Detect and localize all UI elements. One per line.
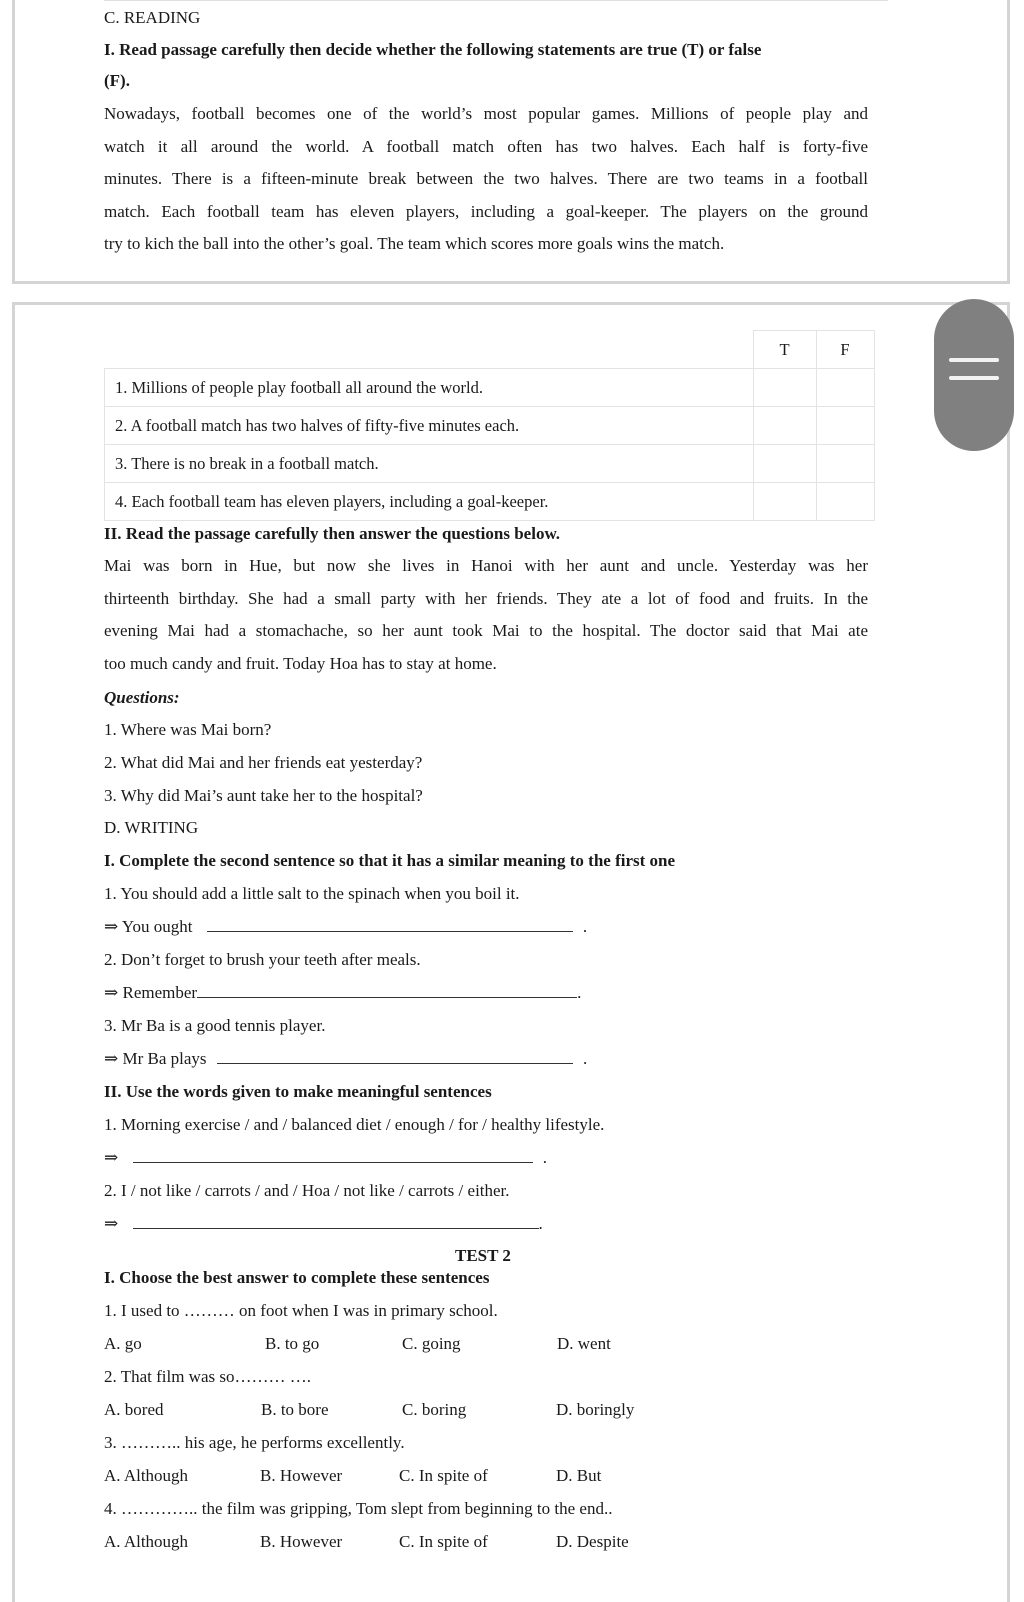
answer-cell-true[interactable] (753, 445, 816, 483)
rewrite-prompt: ⇒ (104, 1148, 119, 1167)
passage-line: watch it all around the world. A football match often has two halves. Each half is forty-five (104, 136, 868, 156)
answer-blank[interactable] (207, 917, 573, 932)
answer-cell-true[interactable] (753, 407, 816, 445)
top-divider (104, 0, 888, 1)
rewrite-line (104, 1049, 587, 1069)
mc-option[interactable]: B. However (260, 1466, 343, 1485)
question-item: 2. What did Mai and her friends eat yesterday? (104, 753, 423, 772)
table-header-blank (105, 331, 754, 369)
mc-question-stem: 2. That film was so……… …. (104, 1367, 311, 1386)
mc-option[interactable]: C. boring (402, 1400, 467, 1419)
rewrite-prompt: ⇒ Remember (104, 983, 198, 1002)
passage-line: Nowadays, football becomes one of the world’s most popular games. Millions of people play and (104, 104, 868, 123)
answer-blank[interactable] (133, 1148, 533, 1163)
sentence-end: . (538, 1214, 543, 1233)
passage-line: minutes. There is a fifteen-minute break between the two halves. There are two teams in a football (104, 169, 868, 188)
rewrite-line (104, 1214, 543, 1234)
column-header-true: T (753, 331, 816, 369)
answer-cell-false[interactable] (816, 369, 874, 407)
rewrite-prompt: ⇒ (104, 1214, 119, 1233)
mc-option[interactable]: B. to bore (261, 1400, 329, 1419)
mc-option[interactable]: C. In spite of (399, 1532, 488, 1551)
mc-option[interactable]: A. go (104, 1334, 142, 1353)
sentence-end: . (583, 1049, 588, 1068)
sentence-end: . (582, 917, 588, 936)
answer-cell-true[interactable] (753, 369, 816, 407)
word-cue: 2. I / not like / carrots / and / Hoa / not like / carrots / either. (104, 1181, 510, 1200)
passage-line: try to kich the ball into the other’s goal. The team which scores more goals wins the match. (104, 234, 725, 253)
passage-line: Mai was born in Hue, but now she lives in Hanoi with her aunt and uncle. Yesterday was her (104, 556, 868, 575)
answer-cell-false[interactable] (816, 483, 874, 521)
mc-question-stem: 3. ……….. his age, he performs excellently. (104, 1433, 405, 1452)
answer-blank[interactable] (197, 983, 577, 998)
question-item: 3. Why did Mai’s aunt take her to the hospital? (104, 786, 423, 805)
passage-line: evening Mai had a stomachache, so her aunt took Mai to the hospital. The doctor said that Mai ate (104, 621, 868, 640)
rewrite-line (104, 983, 581, 1003)
mc-option[interactable]: B. to go (265, 1334, 320, 1353)
statement-cell: 3. There is no break in a football match. (105, 445, 754, 483)
mc-option[interactable]: C. going (402, 1334, 461, 1353)
writing-sentence: 2. Don’t forget to brush your teeth after meals. (104, 950, 421, 969)
questions-label: Questions: (104, 688, 180, 707)
answer-cell-true[interactable] (753, 483, 816, 521)
table-row (105, 407, 875, 445)
table-row (105, 483, 875, 521)
passage-line: match. Each football team has eleven players, including a goal-keeper. The players on the ground (104, 201, 868, 221)
passage-line: thirteenth birthday. She had a small party with her friends. They ate a lot of food and fruits. In the (104, 588, 868, 608)
mc-option[interactable]: C. In spite of (399, 1466, 488, 1485)
statement-cell: 2. A football match has two halves of fifty-five minutes each. (105, 407, 754, 445)
mc-question-stem: 4. ………….. the film was gripping, Tom slept from beginning to the end.. (104, 1499, 613, 1518)
answer-cell-false[interactable] (816, 445, 874, 483)
writing-heading: D. WRITING (104, 818, 199, 837)
passage-mai (104, 550, 868, 680)
writing-sentence: 1. You should add a little salt to the spinach when you boil it. (104, 884, 520, 903)
part2-title: II. Read the passage carefully then answer the questions below. (104, 524, 561, 543)
table-row (105, 445, 875, 483)
passage-line: too much candy and fruit. Today Hoa has to stay at home. (104, 653, 497, 673)
answer-blank[interactable] (133, 1214, 539, 1229)
table-row (105, 369, 875, 407)
writing-sentence: 3. Mr Ba is a good tennis player. (104, 1016, 326, 1035)
mc-question-stem: 1. I used to ……… on foot when I was in primary school. (104, 1301, 498, 1320)
statement-cell: 1. Millions of people play football all around the world. (105, 369, 754, 407)
column-header-false: F (816, 331, 874, 369)
true-false-table (104, 330, 875, 521)
question-item: 1. Where was Mai born? (104, 720, 272, 739)
passage-football (104, 98, 868, 261)
test2-heading: TEST 2 (455, 1246, 511, 1265)
writing-part1-title: I. Complete the second sentence so that it has a similar meaning to the first one (104, 851, 676, 870)
part1-title-line2: (F). (104, 71, 130, 90)
mc-option[interactable]: A. bored (104, 1400, 164, 1419)
mc-option[interactable]: A. Although (104, 1466, 189, 1485)
word-cue: 1. Morning exercise / and / balanced diet / enough / for / healthy lifestyle. (104, 1115, 605, 1134)
mc-option[interactable]: A. Although (104, 1532, 189, 1551)
table-header-row (105, 331, 875, 369)
test2-part1-title: I. Choose the best answer to complete these sentences (104, 1268, 490, 1287)
mc-option[interactable]: D. Despite (556, 1532, 629, 1551)
rewrite-prompt: ⇒ Mr Ba plays (104, 1049, 207, 1068)
rewrite-line (104, 1148, 547, 1168)
rewrite-prompt: ⇒ You ought (104, 917, 193, 936)
scroll-drag-handle[interactable] (934, 299, 1014, 451)
answer-blank[interactable] (217, 1049, 573, 1064)
rewrite-line (104, 917, 587, 937)
sentence-end: . (542, 1148, 547, 1167)
reading-heading: C. READING (104, 8, 201, 27)
mc-option[interactable]: D. boringly (556, 1400, 635, 1419)
writing-part2-title: II. Use the words given to make meaningful sentences (104, 1082, 492, 1101)
part1-title-line1: I. Read passage carefully then decide whether the following statements are true (T) or false (104, 40, 762, 59)
sentence-end: . (577, 983, 582, 1002)
statement-cell: 4. Each football team has eleven players, including a goal-keeper. (105, 483, 754, 521)
mc-option[interactable]: D. went (557, 1334, 611, 1353)
mc-option[interactable]: B. However (260, 1532, 343, 1551)
mc-option[interactable]: D. But (556, 1466, 602, 1485)
answer-cell-false[interactable] (816, 407, 874, 445)
